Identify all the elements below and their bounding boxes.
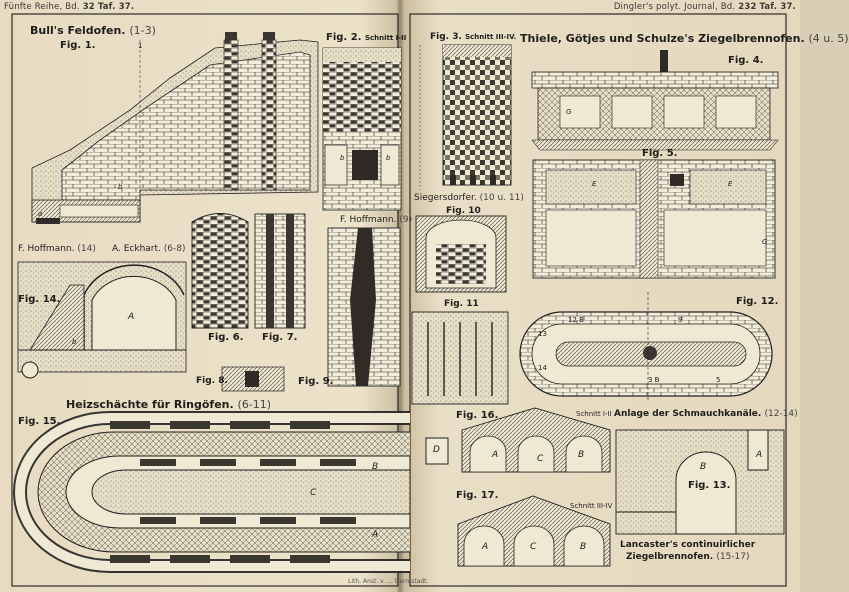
fig7-label: Fig. 7. <box>262 332 298 343</box>
num-fig12-3B: 3 B <box>648 376 660 384</box>
thiele-title <box>520 32 849 45</box>
fig15-drawing <box>20 418 448 566</box>
fig8-drawing <box>222 367 284 391</box>
lancaster-title-1 <box>620 540 755 550</box>
fig2-label-text: Fig. 2. <box>326 32 362 43</box>
fig8-label: Fig. 8. <box>196 376 228 386</box>
fig5-label: Fig. 5. <box>642 148 678 159</box>
hoffmann-a-range: (14) <box>77 244 96 254</box>
hoffmann-b-range: (9) <box>399 215 413 225</box>
heizschaechte-text: Heizschächte für Ringöfen. <box>66 398 234 411</box>
letter-fig17-B: B <box>580 542 587 552</box>
fig7-drawing <box>255 214 305 328</box>
schmauch-range: (12-14) <box>764 409 798 419</box>
fig9-drawing <box>328 228 400 386</box>
fig14-label: Fig. 14. <box>18 294 61 305</box>
num-fig12-12B: 12 B <box>568 316 584 324</box>
siegersdorfer-range: (10 u. 11) <box>479 193 524 203</box>
fig15-label: Fig. 15. <box>18 416 61 427</box>
fig16-label: Fig. 16. <box>456 410 499 421</box>
letter-fig16-A: A <box>492 450 499 460</box>
letter-fig15-A: A <box>372 530 379 540</box>
fig17-cut: Schnitt III-IV <box>570 502 613 510</box>
fig2-label <box>326 32 406 43</box>
num-fig12-13: 13 <box>538 330 547 338</box>
fig10-label: Fig. 10 <box>446 206 481 216</box>
num-fig12-9: 9 <box>678 316 683 324</box>
fig16-cut: Schnitt I-II <box>576 410 612 418</box>
fig1-label: Fig. 1. <box>60 40 96 51</box>
letter-fig14-A: A <box>128 312 135 322</box>
letter-fig16-B: B <box>578 450 585 460</box>
thiele-title-text: Thiele, Götjes und Schulze's Ziegelbrennofen. <box>520 32 805 45</box>
fig14-drawing <box>18 262 186 378</box>
letter-fig1-a: a <box>38 210 43 218</box>
fig3-drawing <box>420 45 511 190</box>
fig13-label: Fig. 13. <box>688 480 731 491</box>
letter-fig15-C: C <box>310 488 317 498</box>
fig10-drawing <box>416 216 506 292</box>
heizschaechte-title <box>66 398 271 411</box>
fig5-drawing <box>533 160 775 278</box>
letter-fig5-G: G <box>762 238 768 246</box>
letter-fig16-C: C <box>537 454 544 464</box>
fig3-label-text: Fig. 3. <box>430 32 462 42</box>
letter-fig2-b: b <box>340 154 345 162</box>
siegersdorfer-title <box>414 193 524 203</box>
hoffmann-b-title <box>340 215 412 225</box>
fig11-label: Fig. 11 <box>444 299 479 309</box>
fig12-label: Fig. 12. <box>736 296 779 307</box>
fig3-cut: Schnitt III-IV. <box>465 33 517 41</box>
lancaster-title-2 <box>626 552 750 562</box>
header-volume-left: 32 <box>82 2 95 12</box>
letter-fig14-b: b <box>72 338 77 346</box>
fig1-drawing <box>32 32 318 224</box>
fig2-drawing <box>323 48 401 210</box>
letter-fig15-D: D <box>433 445 440 455</box>
fig6-drawing <box>192 214 248 329</box>
siegersdorfer-text: Siegersdorfer. <box>414 193 477 203</box>
schmauch-title <box>614 409 798 419</box>
letter-fig17-A: A <box>482 542 489 552</box>
header-volume-right: 232 <box>738 2 757 12</box>
header-series: Fünfte Reihe, Bd. <box>4 2 80 12</box>
fig4-label: Fig. 4. <box>728 55 764 66</box>
eckhart-title <box>112 244 186 254</box>
eckhart-text: A. Eckhart. <box>112 244 161 254</box>
header-journal: Dingler's polyt. Journal, Bd. <box>613 2 736 12</box>
letter-fig13-B: B <box>700 462 707 472</box>
letter-fig2-b2: b <box>386 154 391 162</box>
hoffmann-b-text: F. Hoffmann. <box>340 215 397 225</box>
letter-fig1-1: 1 <box>138 42 143 50</box>
bull-title <box>30 24 156 37</box>
fig6-label: Fig. 6. <box>208 332 244 343</box>
letter-fig15-B: B <box>372 462 379 472</box>
bull-range: (1-3) <box>129 24 156 37</box>
bull-title-text: Bull's Feldofen. <box>30 24 126 37</box>
fig9-label: Fig. 9. <box>298 376 334 387</box>
hoffmann-a-text: F. Hoffmann. <box>18 244 75 254</box>
letter-fig5-E1: E <box>592 180 597 188</box>
fig17-label: Fig. 17. <box>456 490 499 501</box>
letter-fig1-b: b <box>118 183 123 191</box>
header-plate-right: Taf. 37. <box>759 2 796 12</box>
letter-fig4-G: G <box>566 108 572 116</box>
fig2-cut: Schnitt I-II <box>364 34 407 42</box>
letter-fig17-C: C <box>530 542 537 552</box>
fig12-drawing <box>520 292 772 402</box>
num-fig12-14: 14 <box>538 364 547 372</box>
lancaster-range: (15-17) <box>716 552 750 562</box>
heizschaechte-range: (6-11) <box>237 398 272 411</box>
hoffmann-a-title <box>18 244 96 254</box>
letter-fig5-E2: E <box>728 180 733 188</box>
schmauch-text: Anlage der Schmauchkanäle. <box>614 409 762 419</box>
thiele-range: (4 u. 5) <box>808 32 849 45</box>
lancaster-line1: Lancaster's continuirlicher <box>620 540 756 550</box>
eckhart-range: (6-8) <box>163 244 186 254</box>
fig3-label <box>430 32 516 42</box>
lithographer-credit: Lith. Anst. v. ... Darmstadt. <box>348 578 429 585</box>
letter-fig13-A: A <box>756 450 763 460</box>
header-plate-left: Taf. 37. <box>97 2 135 12</box>
lancaster-line2: Ziegelbrennofen. <box>626 552 714 562</box>
fig11-drawing <box>412 312 508 404</box>
num-fig12-5: 5 <box>716 376 721 384</box>
